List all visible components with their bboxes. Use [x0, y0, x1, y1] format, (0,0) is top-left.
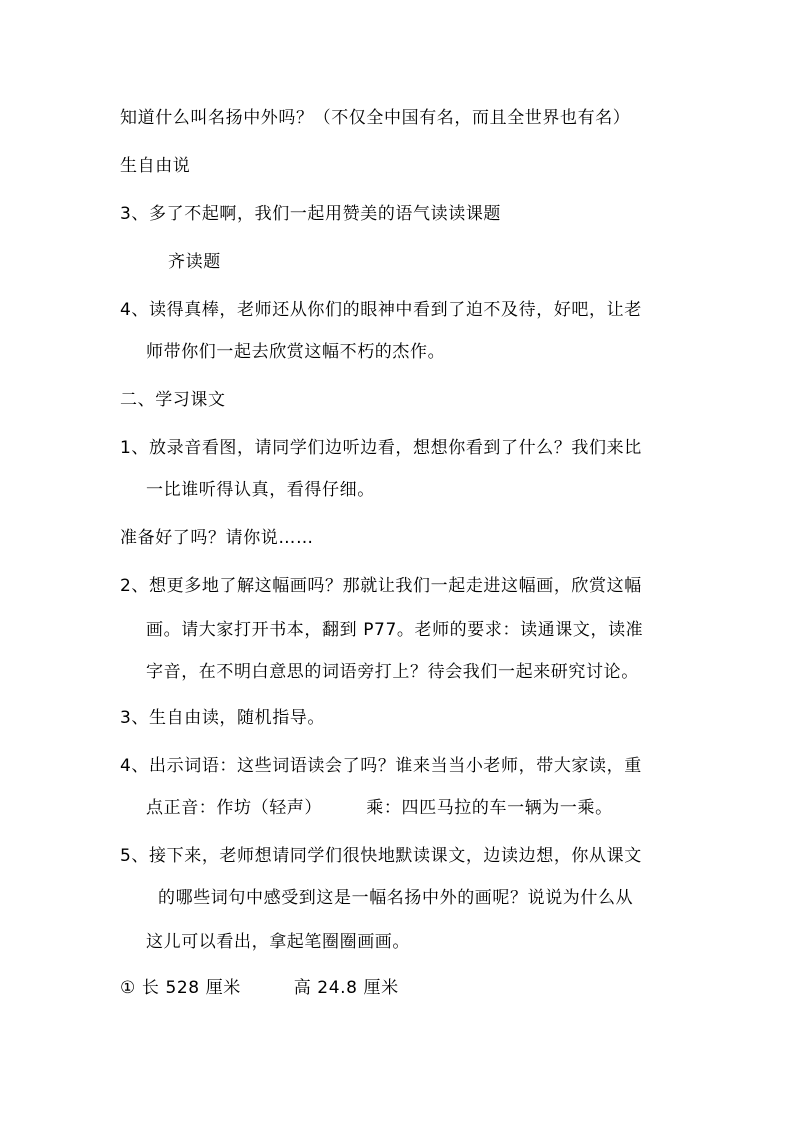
- text-line-15: 4、出示词语：这些词语读会了吗？谁来当当小老师，带大家读，重: [120, 756, 642, 776]
- text-line-4: 齐读题: [168, 252, 221, 272]
- text-line-10: 准备好了吗？请你说……: [120, 528, 314, 548]
- text-line-19: 这儿可以看出，拿起笔圈圈画画。: [146, 932, 410, 952]
- text-line-3: 3、多了不起啊，我们一起用赞美的语气读读课题: [120, 204, 502, 224]
- text-line-18: 的哪些词句中感受到这是一幅名扬中外的画呢？说说为什么从: [158, 888, 634, 908]
- text-line-8: 1、放录音看图，请同学们边听边看，想想你看到了什么？我们来比: [120, 438, 642, 458]
- text-line-2: 生自由说: [120, 156, 191, 176]
- text-line-13: 字音，在不明白意思的词语旁打上？待会我们一起来研究讨论。: [146, 662, 639, 682]
- text-line-1: 知道什么叫名扬中外吗？（不仅全中国有名，而且全世界也有名）: [120, 108, 631, 128]
- text-line-16: 点正音：作坊（轻声） 乘：四匹马拉的车一辆为一乘。: [146, 798, 613, 818]
- text-line-9: 一比谁听得认真，看得仔细。: [146, 480, 375, 500]
- text-line-11: 2、想更多地了解这幅画吗？那就让我们一起走进这幅画，欣赏这幅: [120, 576, 642, 596]
- text-line-5: 4、读得真棒，老师还从你们的眼神中看到了迫不及待，好吧，让老: [120, 300, 642, 320]
- text-line-14: 3、生自由读，随机指导。: [120, 708, 326, 728]
- text-line-6: 师带你们一起去欣赏这幅不朽的杰作。: [146, 342, 446, 362]
- section-heading: 二、学习课文: [120, 390, 226, 410]
- text-line-12: 画。请大家打开书本，翻到 P77。老师的要求：读通课文，读准: [146, 620, 644, 640]
- text-line-17: 5、接下来，老师想请同学们很快地默读课文，边读边想，你从课文: [120, 846, 642, 866]
- text-line-20: ① 长 528 厘米 高 24.8 厘米: [120, 978, 399, 998]
